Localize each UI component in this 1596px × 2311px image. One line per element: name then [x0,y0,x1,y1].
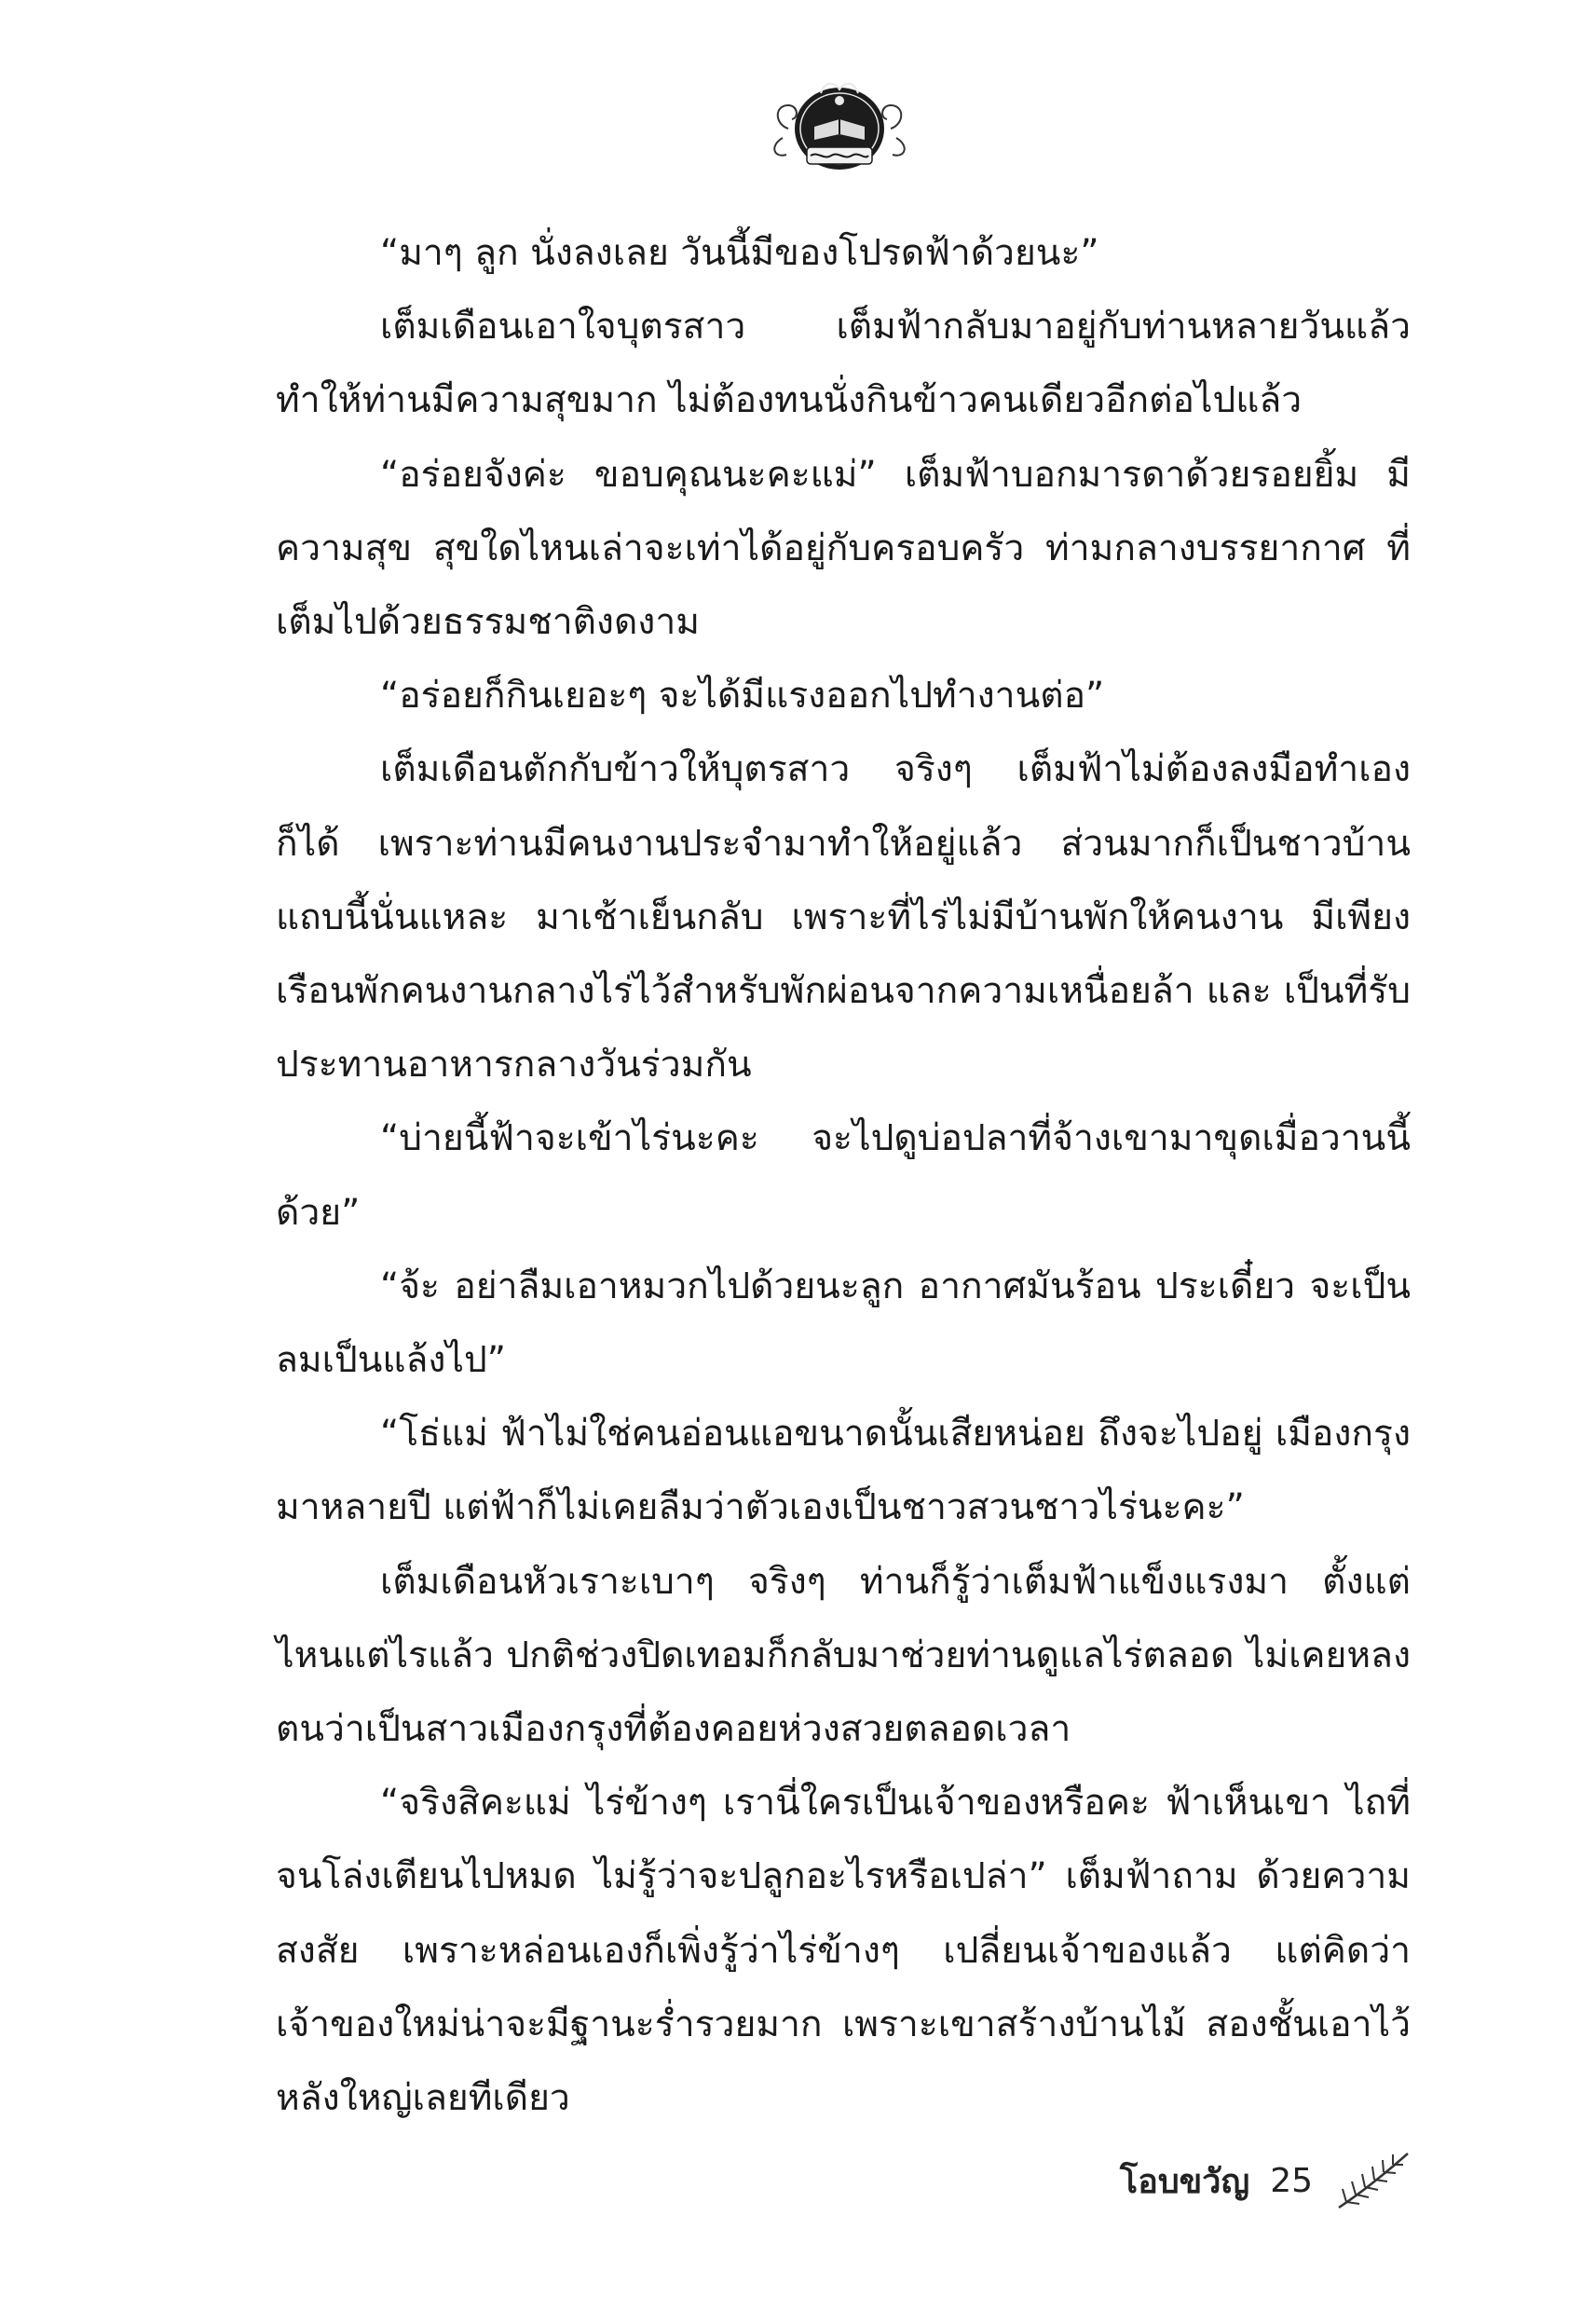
page-footer [1120,2143,1413,2218]
paragraph: “บ่ายนี้ฟ้าจะเข้าไร่นะคะ จะไปดูบ่อปลาที่จ้างเขามาขุดเมื่อวานนี้ ด้วย” [276,1117,1411,1234]
page-number: 25 [1270,2161,1313,2200]
publisher-logo [770,73,909,177]
paragraph: “มาๆ ลูก นั่งลงเลย วันนี้มีของโปรดฟ้าด้วยนะ” [380,232,1099,274]
paragraph: “อร่อยจังค่ะ ขอบคุณนะคะแม่” เต็มฟ้าบอกมารดาด้วยรอยยิ้ม มีความสุข สุขใดไหนเล่าจะเท่าได้อยู่กับครอบครัว ท่ามกลางบรรยากาศ ที่เต็มไปด้วยธรรมชาติงดงาม [276,453,1411,644]
paragraph: “จริงสิคะแม่ ไร่ข้างๆ เรานี่ใครเป็นเจ้าของหรือคะ ฟ้าเห็นเขา ไถที่จนโล่งเตียนไปหมด ไม่รู้ว่าจะปลูกอะไรหรือเปล่า” เต็มฟ้าถาม ด้วยความสงสัย เพราะหล่อนเองก็เพิ่งรู้ว่าไร่ข้างๆ เปลี่ยนเจ้าของแล้ว แต่คิดว่าเจ้าของใหม่น่าจะมีฐานะร่ำรวยมาก เพราะเขาสร้างบ้านไม้ สองชั้นเอาไว้หลังใหญ่เลยทีเดียว [276,1782,1411,2120]
publisher-emblem-icon [770,73,909,177]
story-text [276,216,1411,2135]
paragraph: “โธ่แม่ ฟ้าไม่ใช่คนอ่อนแอขนาดนั้นเสียหน่อย ถึงจะไปอยู่ เมืองกรุงมาหลายปี แต่ฟ้าก็ไม่เคยลืมว่าตัวเองเป็นชาวสวนชาวไร่นะคะ” [276,1413,1411,1529]
paragraph: เต็มเดือนหัวเราะเบาๆ จริงๆ ท่านก็รู้ว่าเต็มฟ้าแข็งแรงมา ตั้งแต่ไหนแต่ไรแล้ว ปกติช่วงปิดเทอมก็กลับมาช่วยท่านดูแลไร่ตลอด ไม่เคยหลงตนว่าเป็นสาวเมืองกรุงที่ต้องคอยห่วงสวยตลอดเวลา [276,1560,1411,1751]
paragraph: “จ้ะ อย่าลืมเอาหมวกไปด้วยนะลูก อากาศมันร้อน ประเดี๋ยว จะเป็นลมเป็นแล้งไป” [276,1265,1411,1382]
fern-leaf-icon [1333,2146,1413,2215]
paragraph: เต็มเดือนตักกับข้าวให้บุตรสาว จริงๆ เต็มฟ้าไม่ต้องลงมือทำเอง ก็ได้ เพราะท่านมีคนงานประจำมาทำให้อยู่แล้ว ส่วนมากก็เป็นชาวบ้าน แถบนี้นั่นแหละ มาเช้าเย็นกลับ เพราะที่ไร่ไม่มีบ้านพักให้คนงาน มีเพียงเรือนพักคนงานกลางไร่ไว้สำหรับพักผ่อนจากความเหนื่อยล้า และ เป็นที่รับประทานอาหารกลางวันร่วมกัน [276,748,1411,1087]
paragraph: “อร่อยก็กินเยอะๆ จะได้มีแรงออกไปทำงานต่อ” [380,675,1105,718]
paragraph: เต็มเดือนเอาใจบุตรสาว เต็มฟ้ากลับมาอยู่กับท่านหลายวันแล้ว ทำให้ท่านมีความสุขมาก ไม่ต้องทนนั่งกินข้าวคนเดียวอีกต่อไปแล้ว [276,306,1411,422]
book-title: โอบขวัญ [1119,2162,1250,2201]
